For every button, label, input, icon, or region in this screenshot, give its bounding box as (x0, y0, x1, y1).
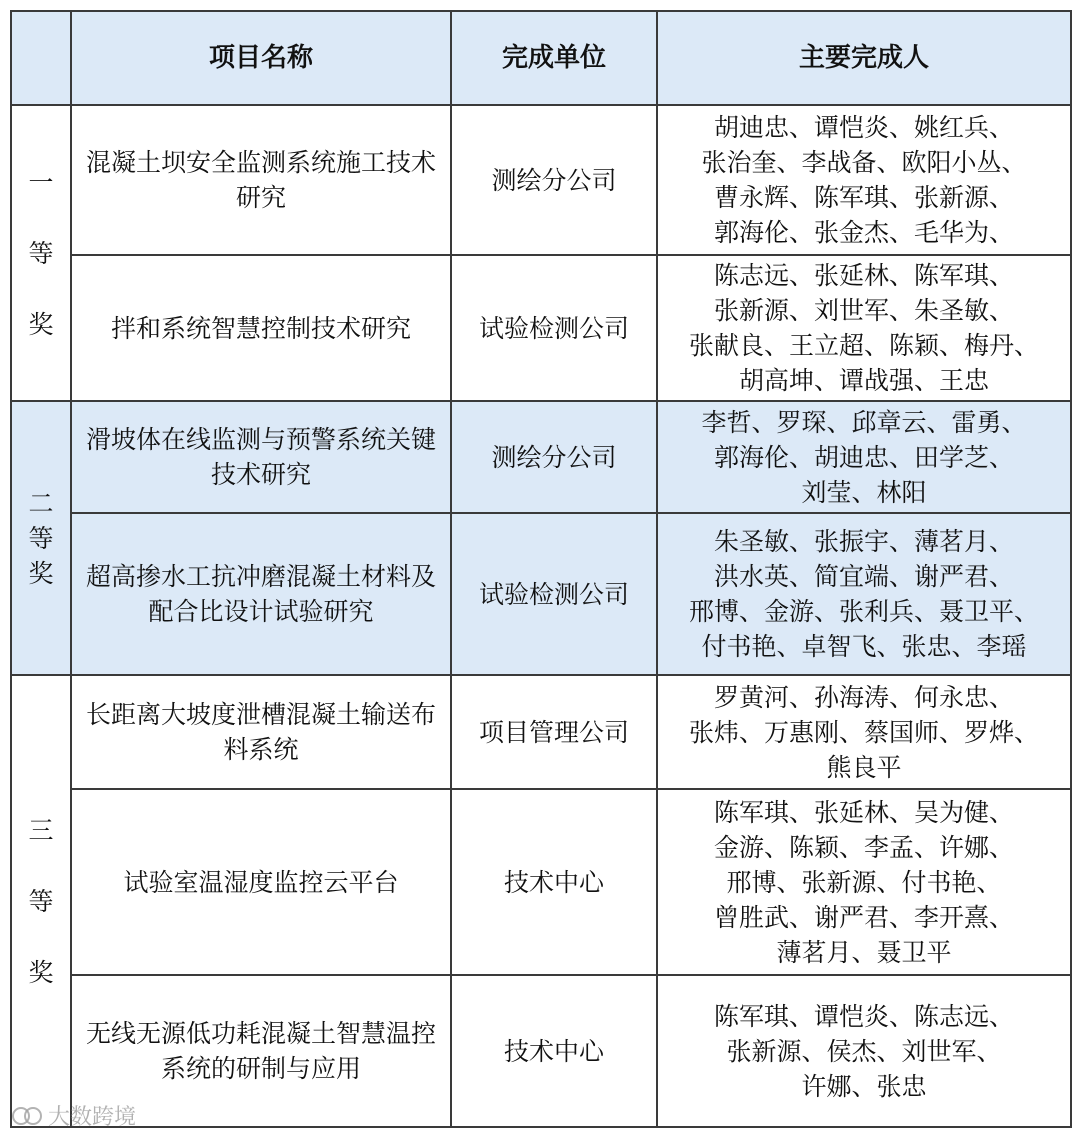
people-line: 熊良平 (826, 752, 902, 782)
completion-unit: 技术中心 (451, 975, 657, 1127)
people-list (657, 401, 1071, 513)
table-row (11, 675, 1071, 789)
project-name: 试验室温湿度监控云平台 (71, 789, 451, 975)
project-name: 混凝土坝安全监测系统施工技术研究 (71, 105, 451, 255)
level-char: 等 (28, 238, 54, 268)
people-line: 洪水英、简宜端、谢严君、 (713, 562, 1014, 591)
people-line: 薄茗月、聂卫平 (776, 937, 952, 967)
table-row (11, 789, 1071, 975)
people-line: 曾胜武、谢严君、李开熹、 (713, 902, 1014, 932)
completion-unit: 项目管理公司 (451, 675, 657, 789)
awards-table (10, 10, 1072, 1128)
project-name: 超高掺水工抗冲磨混凝土材料及配合比设计试验研究 (71, 513, 451, 675)
table-row (11, 513, 1071, 675)
people-line: 张治奎、李战备、欧阳小丛、 (701, 148, 1027, 177)
people-line: 张炜、万惠刚、蔡国师、罗烨、 (688, 717, 1039, 747)
level-char: 奖 (28, 957, 54, 987)
people-line: 许娜、张忠 (801, 1071, 927, 1101)
people-list (657, 675, 1071, 789)
level-char: 奖 (28, 558, 54, 588)
completion-unit: 测绘分公司 (451, 105, 657, 255)
people-list (657, 513, 1071, 675)
people-line: 郭海伦、胡迪忠、田学芝、 (713, 442, 1014, 472)
people-line: 罗黄河、孙海涛、何永忠、 (713, 682, 1014, 712)
people-line: 张新源、侯杰、刘世军、 (726, 1036, 1002, 1066)
people-line: 付书艳、卓智飞、张忠、李瑶 (701, 632, 1027, 661)
people-list (657, 789, 1071, 975)
people-line: 刘莹、林阳 (801, 477, 927, 507)
header-project-name: 项目名称 (71, 11, 451, 105)
level-char: 等 (28, 886, 54, 916)
award-level-first (11, 105, 71, 401)
completion-unit: 试验检测公司 (451, 255, 657, 401)
people-list (657, 105, 1071, 255)
people-line: 张新源、刘世军、朱圣敏、 (713, 296, 1014, 325)
level-char: 等 (28, 523, 54, 553)
people-line: 陈军琪、谭恺炎、陈志远、 (713, 1001, 1014, 1031)
people-line: 曹永辉、陈军琪、张新源、 (713, 183, 1014, 212)
completion-unit: 试验检测公司 (451, 513, 657, 675)
completion-unit: 技术中心 (451, 789, 657, 975)
people-line: 张献良、王立超、陈颖、梅丹、 (688, 331, 1039, 360)
header-blank-cell (11, 11, 71, 105)
award-level-third (11, 675, 71, 1127)
people-line: 胡迪忠、谭恺炎、姚红兵、 (713, 113, 1014, 142)
project-name: 滑坡体在线监测与预警系统关键技术研究 (71, 401, 451, 513)
table-row (11, 401, 1071, 513)
people-list (657, 255, 1071, 401)
watermark-text: 大数跨境 (48, 1104, 137, 1130)
header-people: 主要完成人 (657, 11, 1071, 105)
people-line: 陈志远、张延林、陈军琪、 (713, 261, 1014, 290)
project-name: 无线无源低功耗混凝土智慧温控系统的研制与应用 (71, 975, 451, 1127)
award-level-second (11, 401, 71, 675)
watermark (12, 1098, 136, 1132)
people-list (657, 975, 1071, 1127)
project-name: 拌和系统智慧控制技术研究 (71, 255, 451, 401)
people-line: 朱圣敏、张振宇、薄茗月、 (713, 527, 1014, 556)
level-char: 奖 (28, 309, 54, 339)
table-row (11, 105, 1071, 255)
project-name: 长距离大坡度泄槽混凝土输送布料系统 (71, 675, 451, 789)
people-line: 陈军琪、张延林、吴为健、 (713, 797, 1014, 827)
header-unit: 完成单位 (451, 11, 657, 105)
people-line: 胡高坤、谭战强、王忠 (738, 366, 989, 395)
table-header-row (11, 11, 1071, 105)
level-char: 三 (28, 815, 54, 845)
table-row (11, 975, 1071, 1127)
weibo-logo-icon (12, 1104, 42, 1126)
people-line: 李哲、罗琛、邱章云、雷勇、 (701, 407, 1027, 437)
people-line: 邢博、张新源、付书艳、 (726, 867, 1002, 897)
people-line: 金游、陈颖、李孟、许娜、 (713, 832, 1014, 862)
level-char: 一 (28, 167, 54, 197)
completion-unit: 测绘分公司 (451, 401, 657, 513)
people-line: 邢博、金游、张利兵、聂卫平、 (688, 597, 1039, 626)
table-row (11, 255, 1071, 401)
level-char: 二 (28, 488, 54, 518)
people-line: 郭海伦、张金杰、毛华为、 (713, 218, 1014, 247)
